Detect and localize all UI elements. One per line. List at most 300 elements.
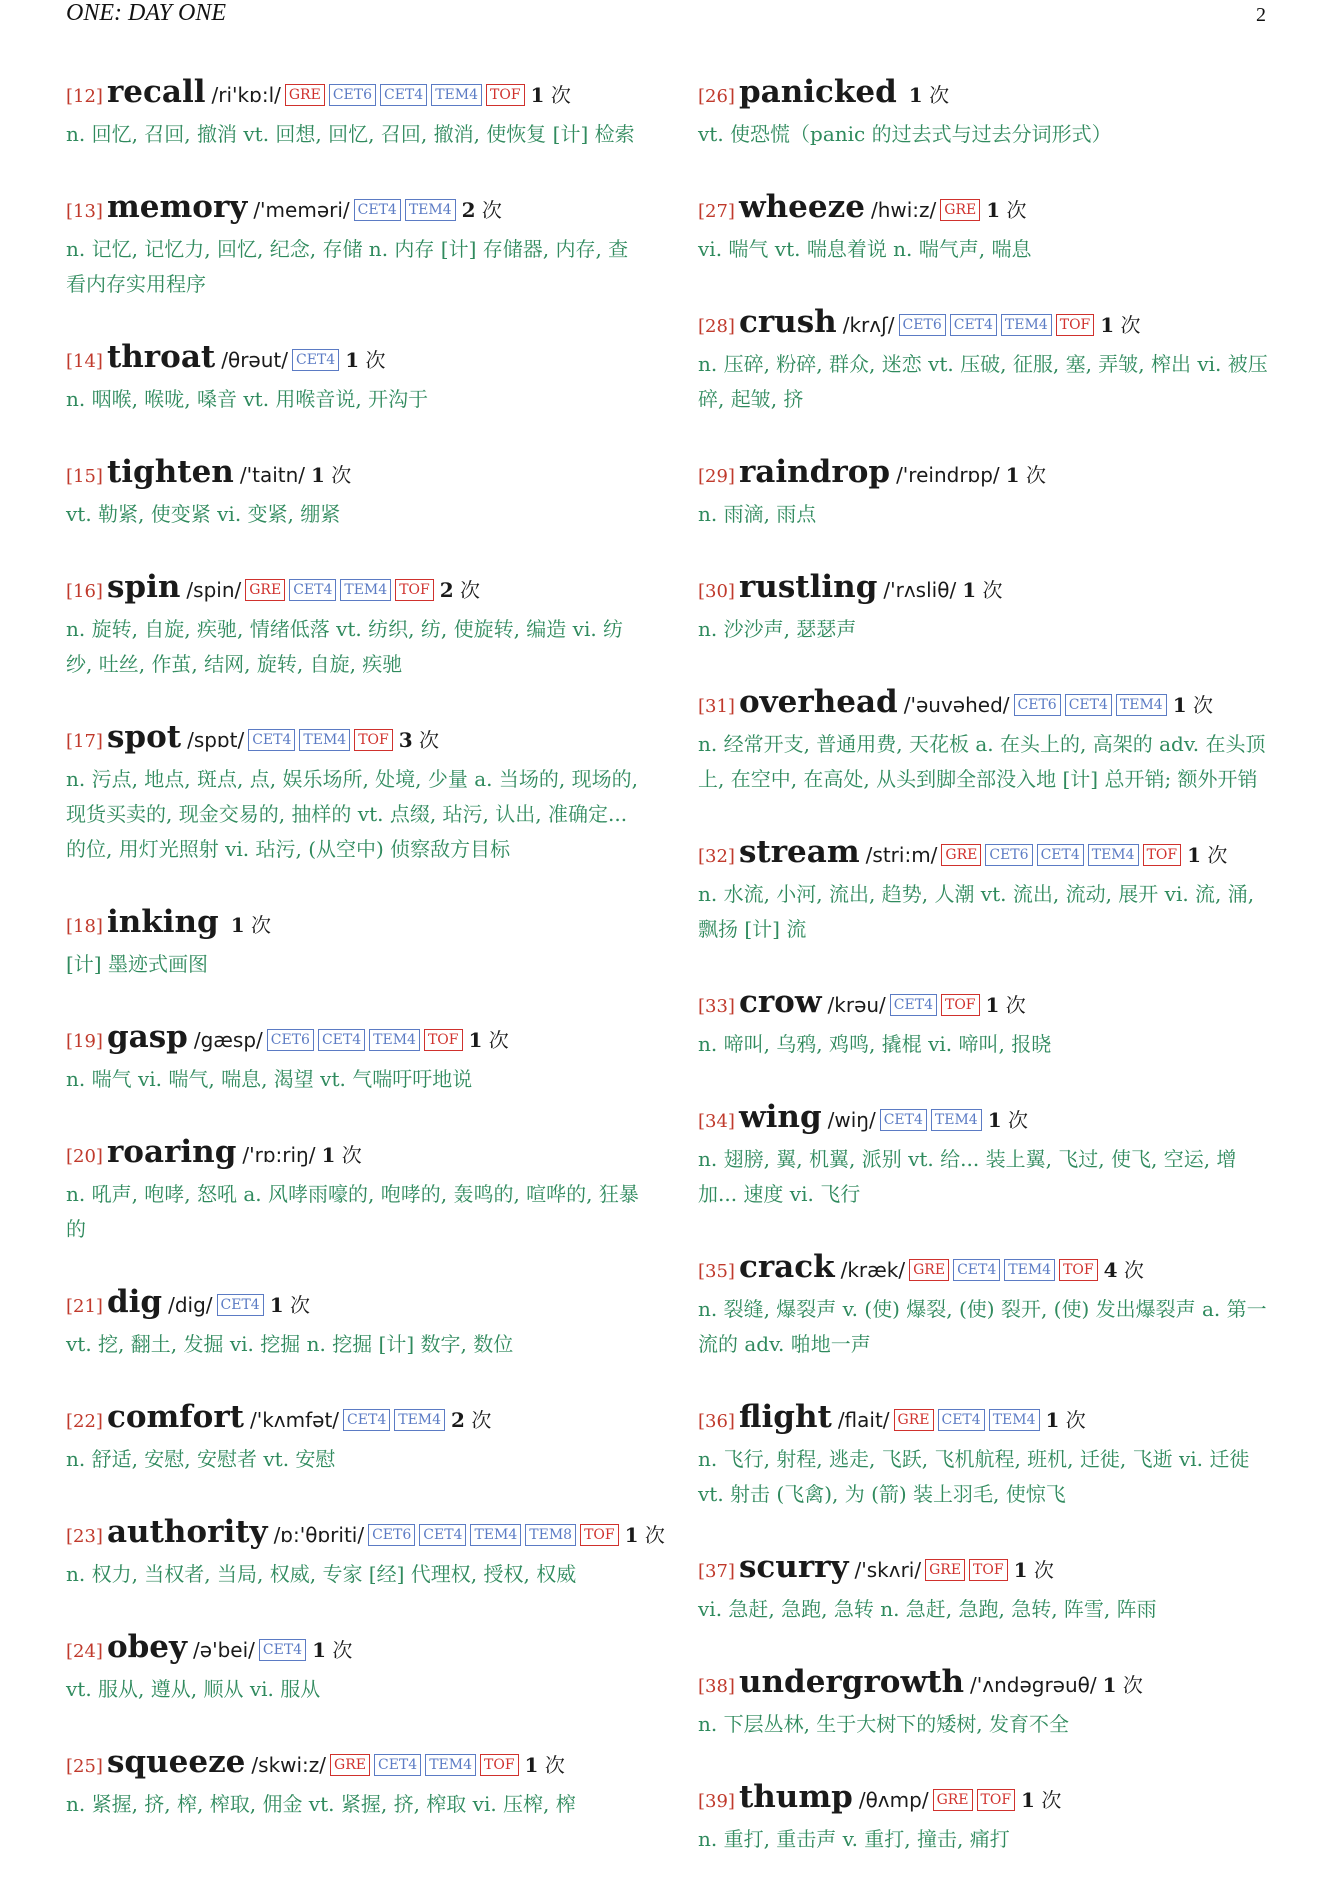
count-value: 1	[524, 1753, 539, 1777]
entry-phonetic: /'ʌndəgrəuθ/	[970, 1673, 1097, 1697]
entry-phonetic: /'meməri/	[253, 198, 350, 222]
exam-tag-cet4: CET4	[289, 579, 336, 601]
occurrence-count	[1187, 843, 1227, 867]
count-unit: 次	[251, 913, 272, 937]
count-value: 1	[311, 463, 325, 487]
count-unit: 次	[550, 83, 571, 107]
entry-heading	[698, 1247, 1274, 1292]
exam-tag-tof: TOF	[969, 1559, 1008, 1581]
exam-tag-tem4: TEM4	[1004, 1259, 1055, 1281]
entry-word: thump	[738, 1779, 853, 1815]
exam-tags	[326, 1757, 518, 1776]
entry-definition: n. 旋转, 自旋, 疾驰, 情绪低落 vt. 纺织, 纺, 使旋转, 编造 vi. 纺纱, 吐丝, 作茧, 结网, 旋转, 自旋, 疾驰	[66, 617, 624, 676]
entry-heading	[66, 902, 642, 947]
count-value: 1	[624, 1523, 639, 1547]
entry-phonetic: /gæsp/	[193, 1028, 263, 1052]
entry-number: [13]	[66, 201, 103, 222]
entry-phonetic: /'rʌsliθ/	[883, 578, 957, 602]
entry-word: undergrowth	[738, 1664, 964, 1700]
count-unit: 次	[290, 1293, 310, 1317]
count-unit: 次	[332, 1638, 353, 1662]
exam-tag-gre: GRE	[925, 1559, 965, 1581]
entry-phonetic: /'əuvəhed/	[903, 693, 1010, 717]
entry-definition: vt. 挖, 翻土, 发掘 vi. 挖掘 n. 挖掘 [计] 数字, 数位	[66, 1332, 514, 1356]
exam-tag-tem8: TEM8	[525, 1524, 576, 1546]
entry-heading	[66, 1132, 642, 1177]
entry-word: recall	[106, 74, 206, 110]
exam-tag-gre: GRE	[909, 1259, 949, 1281]
exam-tag-cet6: CET6	[368, 1524, 415, 1546]
entry-number: [25]	[66, 1756, 103, 1777]
entry-definition: n. 喘气 vi. 喘气, 喘息, 渴望 vt. 气喘吁吁地说	[66, 1067, 473, 1091]
entry-definition: vt. 服从, 遵从, 顺从 vi. 服从	[66, 1677, 321, 1701]
exam-tag-cet6: CET6	[1014, 694, 1061, 716]
exam-tag-tem4: TEM4	[369, 1029, 420, 1051]
entry-heading	[698, 452, 1274, 497]
entry-heading	[66, 187, 642, 232]
count-unit: 次	[1008, 1108, 1028, 1132]
exam-tag-tem4: TEM4	[431, 84, 482, 106]
entry-heading	[66, 567, 642, 612]
exam-tags	[244, 732, 393, 751]
entry-definition: n. 水流, 小河, 流出, 趋势, 人潮 vt. 流出, 流动, 展开 vi. 流, 涌, 飘扬 [计] 流	[698, 882, 1255, 941]
entry-word: obey	[106, 1629, 188, 1665]
entry-definition: vt. 使恐慌（panic 的过去式与过去分词形式）	[698, 122, 1112, 146]
exam-tags	[241, 582, 433, 601]
entry-number: [34]	[698, 1111, 735, 1132]
entry-definition: n. 啼叫, 乌鸦, 鸡鸣, 撬棍 vi. 啼叫, 报晓	[698, 1032, 1052, 1056]
entry-heading	[698, 302, 1274, 347]
entry-word: raindrop	[738, 454, 891, 490]
count-unit: 次	[1120, 313, 1141, 337]
entry-heading	[698, 1097, 1274, 1142]
vocab-entry	[698, 302, 1274, 417]
vocab-entry	[698, 682, 1274, 797]
exam-tag-tem4: TEM4	[425, 1754, 476, 1776]
exam-tag-tof: TOF	[395, 579, 434, 601]
entry-phonetic: /krəu/	[827, 993, 886, 1017]
occurrence-count	[321, 1143, 361, 1167]
exam-tags	[929, 1792, 1015, 1811]
entry-heading	[66, 72, 642, 117]
exam-tag-cet4: CET4	[950, 314, 997, 336]
count-unit: 次	[1207, 843, 1228, 867]
entry-heading	[698, 982, 1274, 1027]
entry-heading	[66, 1512, 665, 1557]
occurrence-count	[270, 1293, 310, 1317]
entry-word: crow	[738, 984, 822, 1020]
exam-tag-cet4: CET4	[318, 1029, 365, 1051]
entry-number: [22]	[66, 1411, 103, 1432]
exam-tags	[263, 1032, 463, 1051]
occurrence-count	[345, 348, 385, 372]
exam-tag-gre: GRE	[940, 199, 980, 221]
exam-tag-cet4: CET4	[248, 729, 295, 751]
exam-tag-cet4: CET4	[1037, 844, 1084, 866]
vocab-entry	[698, 187, 1274, 267]
count-unit: 次	[471, 1408, 492, 1432]
exam-tag-cet4: CET4	[343, 1409, 390, 1431]
exam-tag-cet4: CET4	[890, 994, 937, 1016]
count-value: 4	[1103, 1258, 1118, 1282]
count-value: 1	[1172, 693, 1187, 717]
exam-tag-tem4: TEM4	[931, 1109, 982, 1131]
entry-number: [18]	[66, 916, 103, 937]
exam-tag-cet4: CET4	[880, 1109, 927, 1131]
entry-definition: vt. 勒紧, 使变紧 vi. 变紧, 绷紧	[66, 502, 341, 526]
exam-tags	[364, 1527, 619, 1546]
entry-word: spin	[106, 569, 181, 605]
entry-heading	[698, 682, 1274, 727]
occurrence-count	[311, 463, 351, 487]
count-value: 1	[986, 198, 1001, 222]
vocab-entry	[66, 717, 642, 867]
entry-heading	[698, 72, 1274, 117]
exam-tag-cet4: CET4	[292, 349, 339, 371]
entry-word: wheeze	[738, 189, 865, 225]
entry-word: memory	[106, 189, 248, 225]
count-value: 1	[1021, 1788, 1035, 1812]
exam-tags	[350, 202, 456, 221]
count-value: 1	[987, 1108, 1002, 1132]
entry-phonetic: /kræk/	[840, 1258, 906, 1282]
count-unit: 次	[341, 1143, 362, 1167]
vocab-entry	[698, 72, 1274, 152]
count-value: 1	[1187, 843, 1202, 867]
exam-tag-cet6: CET6	[267, 1029, 314, 1051]
entry-number: [15]	[66, 466, 103, 487]
count-value: 1	[1102, 1673, 1117, 1697]
exam-tag-cet4: CET4	[259, 1639, 306, 1661]
entry-phonetic: /'rɒ:riŋ/	[242, 1143, 316, 1167]
count-unit: 次	[1033, 1558, 1054, 1582]
occurrence-count	[962, 578, 1002, 602]
entry-definition: n. 经常开支, 普通用费, 天花板 a. 在头上的, 高架的 adv. 在头顶上, 在空中, 在高处, 从头到脚全部没入地 [计] 总开销; 额外开销	[698, 732, 1266, 791]
occurrence-count	[988, 1108, 1028, 1132]
exam-tag-tem4: TEM4	[394, 1409, 445, 1431]
entry-word: crack	[738, 1249, 835, 1285]
entry-heading	[66, 1282, 642, 1327]
entry-definition: [计] 墨迹式画图	[66, 952, 208, 976]
exam-tags	[288, 352, 339, 371]
exam-tags	[339, 1412, 445, 1431]
occurrence-count	[625, 1523, 665, 1547]
entry-number: [17]	[66, 731, 103, 752]
vocab-entry	[66, 187, 642, 302]
entry-number: [32]	[698, 846, 735, 867]
entry-definition: vi. 急赶, 急跑, 急转 n. 急赶, 急跑, 急转, 阵雪, 阵雨	[698, 1597, 1157, 1621]
entry-heading	[66, 337, 642, 382]
exam-tag-gre: GRE	[285, 84, 325, 106]
count-unit: 次	[1192, 693, 1213, 717]
count-unit: 次	[1041, 1788, 1062, 1812]
exam-tags	[921, 1562, 1007, 1581]
entry-definition: n. 沙沙声, 瑟瑟声	[698, 617, 857, 641]
entry-number: [31]	[698, 696, 735, 717]
entry-heading	[66, 452, 642, 497]
exam-tags	[281, 87, 525, 106]
exam-tag-tof: TOF	[424, 1029, 463, 1051]
entry-definition: n. 吼声, 咆哮, 怒吼 a. 风哮雨嚎的, 咆哮的, 轰鸣的, 喧哗的, 狂暴的	[66, 1182, 639, 1241]
entry-phonetic: /spin/	[186, 578, 242, 602]
entry-word: scurry	[738, 1549, 849, 1585]
entry-phonetic: /ri'kɒ:l/	[211, 83, 281, 107]
entry-heading	[698, 1777, 1274, 1822]
exam-tags	[876, 1112, 982, 1131]
entry-number: [36]	[698, 1411, 735, 1432]
count-value: 1	[530, 83, 545, 107]
occurrence-count	[1046, 1408, 1086, 1432]
vocab-entry	[66, 1132, 642, 1247]
exam-tag-gre: GRE	[894, 1409, 934, 1431]
entry-definition: n. 舒适, 安慰, 安慰者 vt. 安慰	[66, 1447, 336, 1471]
page-header	[66, 0, 1266, 30]
vocab-entry	[698, 452, 1274, 532]
occurrence-count	[462, 198, 502, 222]
exam-tag-tem4: TEM4	[1116, 694, 1167, 716]
entry-phonetic: /θʌmp/	[858, 1788, 929, 1812]
count-value: 1	[312, 1638, 326, 1662]
occurrence-count	[451, 1408, 491, 1432]
count-unit: 次	[1122, 1673, 1143, 1697]
entry-word: inking	[106, 904, 219, 940]
entry-number: [27]	[698, 201, 735, 222]
page-title: ONE: DAY ONE	[66, 0, 227, 26]
occurrence-count	[1021, 1788, 1061, 1812]
exam-tag-tem4: TEM4	[470, 1524, 521, 1546]
entry-definition: n. 雨滴, 雨点	[698, 502, 817, 526]
vocab-entry	[66, 1282, 642, 1362]
entry-number: [39]	[698, 1791, 735, 1812]
entry-definition: n. 压碎, 粉碎, 群众, 迷恋 vt. 压破, 征服, 塞, 弄皱, 榨出 vi. 被压碎, 起皱, 挤	[698, 352, 1268, 411]
vocab-entry	[66, 72, 642, 152]
vocab-entry	[66, 567, 642, 682]
exam-tag-tof: TOF	[977, 1789, 1016, 1811]
entry-number: [12]	[66, 86, 103, 107]
page-number: 2	[1256, 4, 1266, 26]
exam-tag-cet4: CET4	[938, 1409, 985, 1431]
count-unit: 次	[1123, 1258, 1144, 1282]
entry-word: stream	[738, 834, 860, 870]
entry-definition: n. 下层丛林, 生于大树下的矮树, 发育不全	[698, 1712, 1070, 1736]
entry-phonetic: /wiŋ/	[827, 1108, 876, 1132]
entry-heading	[698, 1547, 1274, 1592]
count-value: 1	[1100, 313, 1115, 337]
vocab-entry	[698, 567, 1274, 647]
vocab-entry	[698, 1397, 1274, 1512]
occurrence-count	[312, 1638, 352, 1662]
exam-tag-tem4: TEM4	[1001, 314, 1052, 336]
vocab-entry	[66, 452, 642, 532]
entry-heading	[66, 1397, 642, 1442]
entry-definition: n. 重打, 重击声 v. 重打, 撞击, 痛打	[698, 1827, 1010, 1851]
entry-heading	[66, 1742, 642, 1787]
entry-word: comfort	[106, 1399, 244, 1435]
entry-heading	[66, 1017, 642, 1062]
entry-phonetic: /hwi:z/	[870, 198, 937, 222]
exam-tag-tem4: TEM4	[299, 729, 350, 751]
exam-tag-cet6: CET6	[899, 314, 946, 336]
occurrence-count	[1173, 693, 1213, 717]
count-value: 1	[321, 1143, 336, 1167]
entry-definition: n. 飞行, 射程, 逃走, 飞跃, 飞机航程, 班机, 迁徙, 飞逝 vi. 迁徙 vt. 射击 (飞禽), 为 (箭) 装上羽毛, 使惊飞	[698, 1447, 1250, 1506]
exam-tag-tof: TOF	[941, 994, 980, 1016]
count-value: 1	[345, 348, 360, 372]
count-value: 1	[1013, 1558, 1028, 1582]
entry-number: [16]	[66, 581, 103, 602]
exam-tag-gre: GRE	[933, 1789, 973, 1811]
entry-heading	[698, 187, 1274, 232]
vocab-entry	[66, 1742, 642, 1822]
exam-tag-cet4: CET4	[1065, 694, 1112, 716]
occurrence-count	[231, 913, 271, 937]
vocab-entry	[66, 902, 642, 982]
entry-number: [23]	[66, 1526, 103, 1547]
entry-word: throat	[106, 339, 216, 375]
entry-word: dig	[106, 1284, 163, 1320]
exam-tags	[255, 1642, 306, 1661]
entry-word: squeeze	[106, 1744, 246, 1780]
count-unit: 次	[1025, 463, 1046, 487]
count-value: 1	[962, 578, 977, 602]
count-value: 2	[439, 578, 454, 602]
count-unit: 次	[1006, 198, 1027, 222]
entry-phonetic: /ɒ:'θɒriti/	[273, 1523, 365, 1547]
count-value: 1	[1005, 463, 1020, 487]
exam-tag-tof: TOF	[580, 1524, 619, 1546]
vocab-entry	[698, 1662, 1274, 1742]
exam-tag-tof: TOF	[1059, 1259, 1098, 1281]
vocab-entry	[698, 1097, 1274, 1212]
vocab-entry	[66, 1397, 642, 1477]
entry-phonetic: /spɒt/	[187, 728, 245, 752]
occurrence-count	[986, 198, 1026, 222]
count-value: 1	[269, 1293, 284, 1317]
entry-definition: n. 咽喉, 喉咙, 嗓音 vt. 用喉音说, 开沟于	[66, 387, 429, 411]
occurrence-count	[525, 1753, 565, 1777]
entry-word: spot	[106, 719, 182, 755]
exam-tags	[895, 317, 1095, 336]
count-value: 2	[451, 1408, 465, 1432]
entry-definition: n. 污点, 地点, 斑点, 点, 娱乐场所, 处境, 少量 a. 当场的, 现场的, 现货买卖的, 现金交易的, 抽样的 vt. 点缀, 玷污, 认出, 准确定... 的位, 用灯光照射 vi. 玷污, (从空中) 侦察敌方目标	[66, 767, 638, 861]
entry-heading	[66, 1627, 642, 1672]
entry-number: [26]	[698, 86, 735, 107]
exam-tag-tof: TOF	[486, 84, 525, 106]
entry-heading	[698, 567, 1274, 612]
entry-number: [21]	[66, 1296, 103, 1317]
exam-tags	[937, 847, 1181, 866]
count-unit: 次	[1005, 993, 1026, 1017]
entry-word: overhead	[738, 684, 898, 720]
entry-number: [38]	[698, 1676, 735, 1697]
vocab-entry	[66, 337, 642, 417]
entry-heading	[698, 832, 1274, 877]
entry-phonetic: /'kʌmfət/	[249, 1408, 340, 1432]
count-unit: 次	[419, 728, 440, 752]
exam-tag-tof: TOF	[1143, 844, 1182, 866]
count-unit: 次	[460, 578, 480, 602]
vocab-entry	[698, 1247, 1274, 1362]
count-unit: 次	[644, 1523, 665, 1547]
entry-number: [30]	[698, 581, 735, 602]
exam-tags	[1010, 697, 1167, 716]
occurrence-count	[531, 83, 571, 107]
entry-word: flight	[738, 1399, 832, 1435]
entry-phonetic: /'taitn/	[239, 463, 306, 487]
count-value: 1	[1045, 1408, 1060, 1432]
entry-number: [35]	[698, 1261, 735, 1282]
entry-phonetic: /flait/	[837, 1408, 890, 1432]
exam-tags	[905, 1262, 1097, 1281]
count-unit: 次	[488, 1028, 509, 1052]
entry-heading	[698, 1397, 1274, 1442]
occurrence-count	[1006, 463, 1046, 487]
entry-definition: vi. 喘气 vt. 喘息着说 n. 喘气声, 喘息	[698, 237, 1032, 261]
exam-tags	[890, 1412, 1040, 1431]
exam-tag-gre: GRE	[245, 579, 285, 601]
entry-word: rustling	[738, 569, 878, 605]
exam-tag-cet4: CET4	[374, 1754, 421, 1776]
exam-tag-cet4: CET4	[419, 1524, 466, 1546]
exam-tag-cet4: CET4	[953, 1259, 1000, 1281]
exam-tag-tem4: TEM4	[340, 579, 391, 601]
entry-definition: n. 翅膀, 翼, 机翼, 派别 vt. 给... 装上翼, 飞过, 使飞, 空运, 增加... 速度 vi. 飞行	[698, 1147, 1237, 1206]
entry-word: panicked	[738, 74, 897, 110]
entry-word: gasp	[106, 1019, 188, 1055]
count-value: 2	[461, 198, 476, 222]
entry-number: [19]	[66, 1031, 103, 1052]
entry-word: wing	[738, 1099, 822, 1135]
count-unit: 次	[365, 348, 386, 372]
occurrence-count	[1100, 313, 1140, 337]
entry-number: [37]	[698, 1561, 735, 1582]
entry-number: [14]	[66, 351, 103, 372]
entry-number: [24]	[66, 1641, 103, 1662]
entry-definition: n. 回忆, 召回, 撤消 vt. 回想, 回忆, 召回, 撤消, 使恢复 [计] 检索	[66, 122, 635, 146]
vocab-entry	[66, 1627, 642, 1707]
count-value: 1	[230, 913, 245, 937]
exam-tags	[213, 1297, 264, 1316]
entry-phonetic: /'skʌri/	[854, 1558, 922, 1582]
entry-phonetic: /θrəut/	[221, 348, 288, 372]
entry-definition: n. 权力, 当权者, 当局, 权威, 专家 [经] 代理权, 授权, 权威	[66, 1562, 577, 1586]
entry-word: tighten	[106, 454, 234, 490]
count-unit: 次	[481, 198, 502, 222]
count-unit: 次	[331, 463, 352, 487]
entry-word: authority	[106, 1514, 268, 1550]
exam-tag-tof: TOF	[480, 1754, 519, 1776]
entry-definition: n. 记忆, 记忆力, 回忆, 纪念, 存储 n. 内存 [计] 存储器, 内存, 查看内存实用程序	[66, 237, 629, 296]
entry-word: roaring	[106, 1134, 237, 1170]
count-unit: 次	[1065, 1408, 1086, 1432]
exam-tags	[936, 202, 980, 221]
vocab-entry	[66, 1512, 665, 1592]
exam-tag-tof: TOF	[1056, 314, 1095, 336]
exam-tag-tem4: TEM4	[989, 1409, 1040, 1431]
exam-tag-tof: TOF	[354, 729, 393, 751]
occurrence-count	[1104, 1258, 1144, 1282]
entry-definition: n. 紧握, 挤, 榨, 榨取, 佣金 vt. 紧握, 挤, 榨取 vi. 压榨, 榨	[66, 1792, 576, 1816]
occurrence-count	[399, 728, 439, 752]
count-value: 3	[398, 728, 413, 752]
vocab-entry	[698, 1777, 1274, 1857]
exam-tag-cet6: CET6	[329, 84, 376, 106]
entry-definition: n. 裂缝, 爆裂声 v. (使) 爆裂, (使) 裂开, (使) 发出爆裂声 a. 第一流的 adv. 啪地一声	[698, 1297, 1267, 1356]
entry-number: [33]	[698, 996, 735, 1017]
left-column	[66, 72, 665, 1857]
exam-tag-tem4: TEM4	[405, 199, 456, 221]
vocab-entry	[698, 832, 1274, 947]
